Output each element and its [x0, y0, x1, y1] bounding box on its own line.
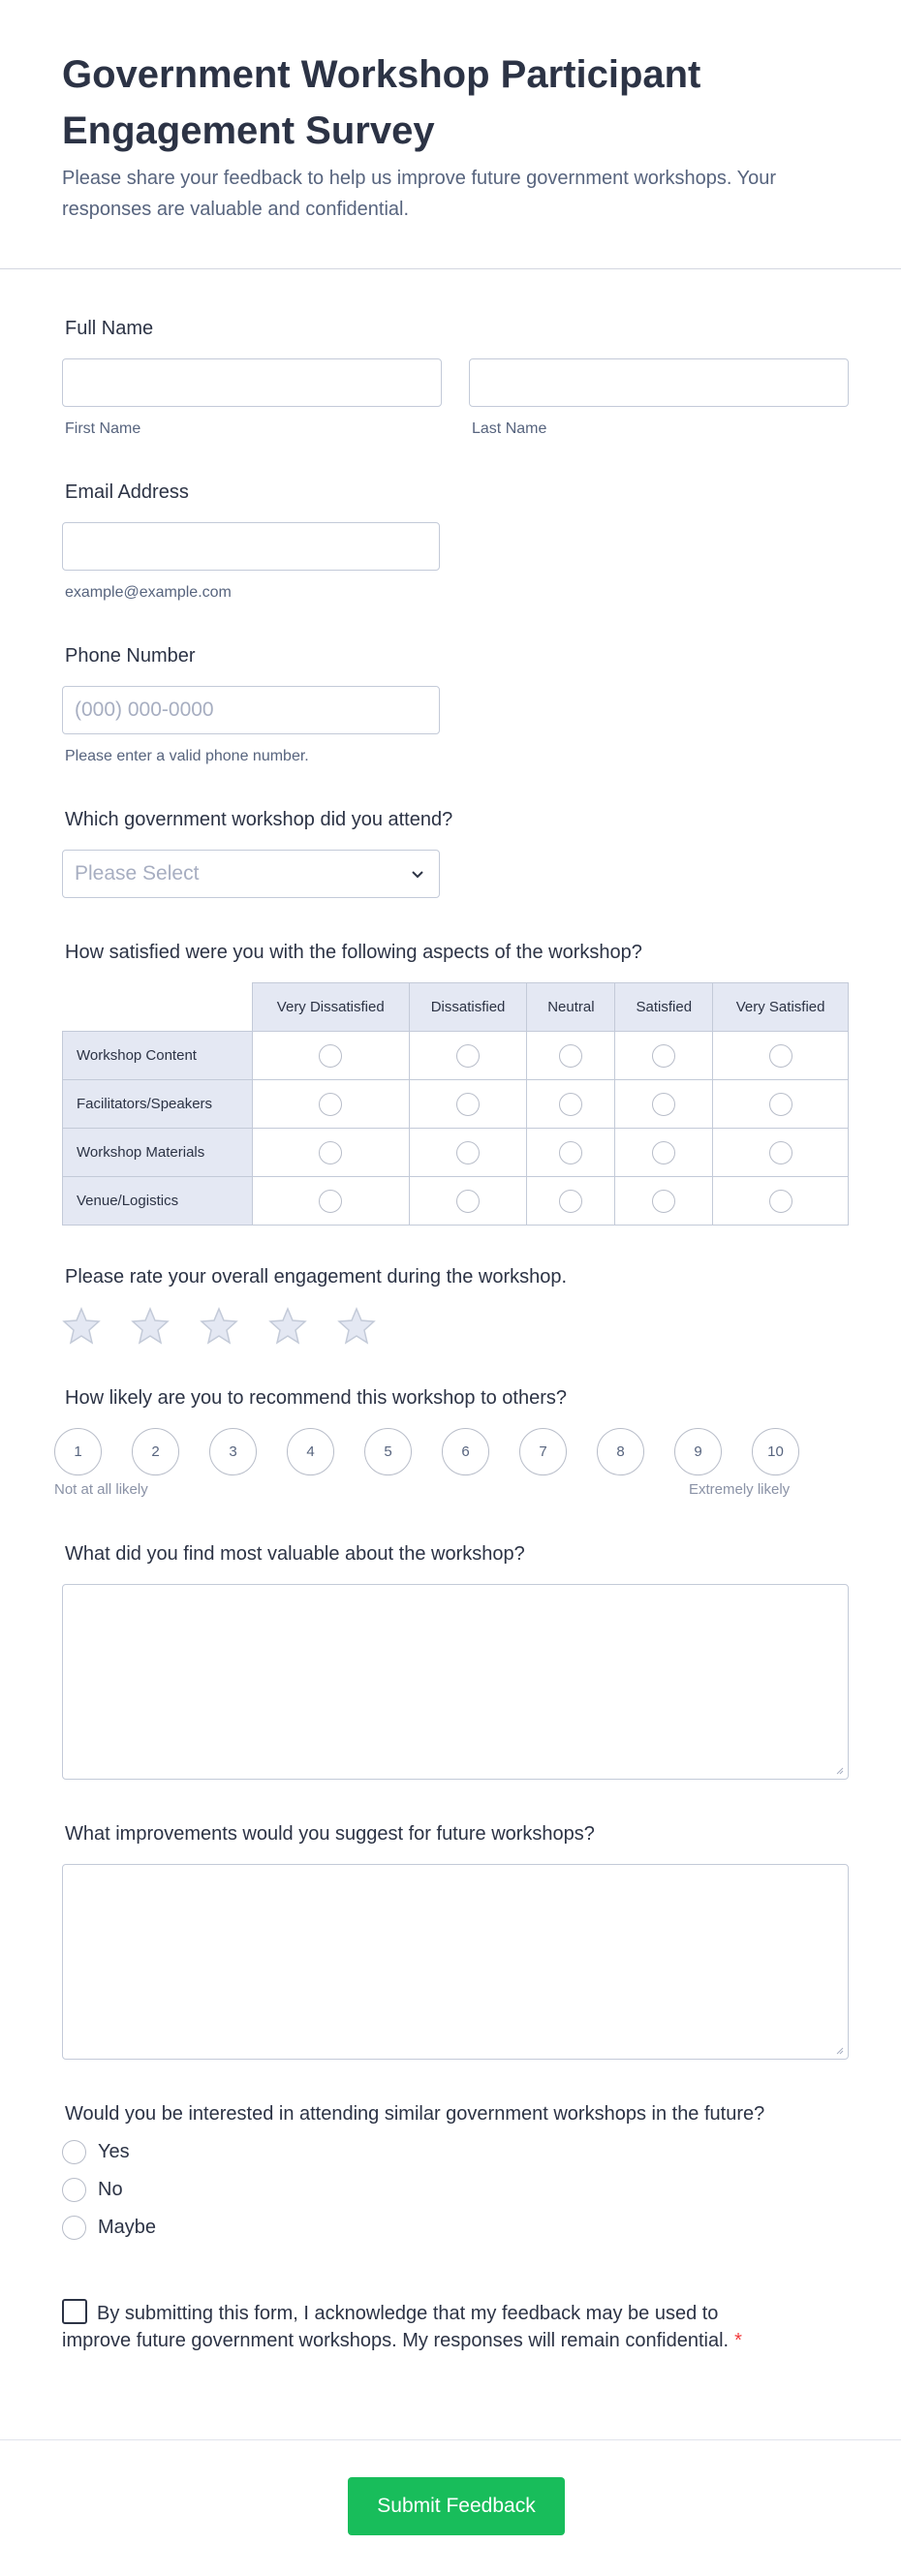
workshop-select-value: Please Select [75, 862, 200, 885]
matrix-col-header: Satisfied [615, 983, 713, 1032]
matrix-radio[interactable] [769, 1141, 792, 1164]
matrix-row-label: Workshop Content [63, 1032, 253, 1080]
matrix-radio[interactable] [456, 1044, 480, 1068]
matrix-radio[interactable] [456, 1141, 480, 1164]
scale-option[interactable]: 1 [54, 1428, 102, 1475]
phone-input[interactable] [62, 686, 440, 734]
footer-divider [0, 2439, 901, 2440]
workshop-field [62, 804, 849, 911]
submit-button[interactable]: Submit Feedback [348, 2477, 565, 2535]
matrix-col-header: Neutral [527, 983, 615, 1032]
phone-sublabel: Please enter a valid phone number. [65, 748, 309, 764]
resize-handle-icon[interactable] [834, 1765, 844, 1775]
consent-text: By submitting this form, I acknowledge that my feedback may be used to improve future government workshops. My responses will remain confidential. [62, 2303, 730, 2351]
future-field [62, 2098, 849, 2253]
matrix-radio[interactable] [652, 1044, 675, 1068]
email-input[interactable] [62, 522, 440, 571]
improvements-textarea[interactable] [62, 1864, 849, 2060]
resize-handle-icon[interactable] [834, 2045, 844, 2055]
full-name-field [62, 313, 849, 458]
radio-button[interactable] [62, 2178, 86, 2202]
full-name-label: Full Name [65, 318, 154, 339]
scale-low-label: Not at all likely [54, 1481, 148, 1498]
matrix-radio[interactable] [319, 1141, 342, 1164]
matrix-radio[interactable] [652, 1141, 675, 1164]
star-icon[interactable] [131, 1307, 170, 1346]
valuable-field [62, 1538, 849, 1790]
matrix-radio[interactable] [319, 1190, 342, 1213]
first-name-input[interactable] [62, 358, 442, 407]
workshop-label: Which government workshop did you attend? [65, 809, 453, 830]
matrix-radio[interactable] [652, 1093, 675, 1116]
scale-option[interactable]: 10 [752, 1428, 799, 1475]
consent-field [62, 2299, 849, 2386]
radio-option-no[interactable] [62, 2178, 123, 2202]
radio-button[interactable] [62, 2216, 86, 2240]
matrix-radio[interactable] [652, 1190, 675, 1213]
matrix-row [63, 1032, 849, 1080]
matrix-row-label: Venue/Logistics [63, 1177, 253, 1226]
page-subtitle: Please share your feedback to help us improve future government workshops. Your responses are valuable and confidential. [62, 168, 777, 220]
email-field [62, 477, 849, 622]
valuable-label: What did you find most valuable about the workshop? [65, 1543, 525, 1565]
matrix-radio[interactable] [456, 1093, 480, 1116]
first-name-sublabel: First Name [65, 420, 141, 437]
last-name-input[interactable] [469, 358, 849, 407]
matrix-radio[interactable] [319, 1044, 342, 1068]
matrix-row-label: Workshop Materials [63, 1129, 253, 1177]
matrix-radio[interactable] [559, 1190, 582, 1213]
scale-option[interactable]: 5 [364, 1428, 412, 1475]
satisfaction-label: How satisfied were you with the following aspects of the workshop? [65, 942, 642, 963]
matrix-col-header: Very Satisfied [713, 983, 849, 1032]
star-icon[interactable] [200, 1307, 238, 1346]
matrix-col-header: Very Dissatisfied [252, 983, 409, 1032]
satisfaction-field [62, 937, 849, 1227]
improvements-field [62, 1818, 849, 2070]
email-sublabel: example@example.com [65, 584, 232, 601]
matrix-radio[interactable] [319, 1093, 342, 1116]
scale-option[interactable]: 3 [209, 1428, 257, 1475]
scale-option[interactable]: 2 [132, 1428, 179, 1475]
page-title: Government Workshop Participant Engagement Survey [62, 53, 701, 152]
radio-option-yes[interactable] [62, 2140, 130, 2164]
form-header [0, 0, 901, 268]
consent-checkbox[interactable] [62, 2299, 87, 2324]
matrix-radio[interactable] [769, 1190, 792, 1213]
engagement-field [62, 1261, 849, 1358]
phone-field [62, 640, 849, 786]
scale-option[interactable]: 8 [597, 1428, 644, 1475]
matrix-row [63, 1080, 849, 1129]
radio-option-maybe[interactable] [62, 2216, 156, 2240]
scale-option[interactable]: 4 [287, 1428, 334, 1475]
required-mark: * [734, 2330, 742, 2351]
matrix-row [63, 1177, 849, 1226]
recommend-label: How likely are you to recommend this workshop to others? [65, 1387, 568, 1409]
scale-high-label: Extremely likely [689, 1481, 791, 1498]
valuable-textarea[interactable] [62, 1584, 849, 1780]
email-label: Email Address [65, 481, 189, 503]
radio-label: Yes [98, 2141, 130, 2162]
radio-label: Maybe [98, 2217, 157, 2238]
recommend-field [54, 1382, 849, 1508]
radio-button[interactable] [62, 2140, 86, 2164]
scale-option[interactable]: 9 [674, 1428, 722, 1475]
star-icon[interactable] [62, 1307, 101, 1346]
last-name-sublabel: Last Name [472, 420, 547, 437]
matrix-row-label: Facilitators/Speakers [63, 1080, 253, 1129]
star-rating [62, 1307, 376, 1346]
matrix-radio[interactable] [456, 1190, 480, 1213]
matrix-col-header: Dissatisfied [409, 983, 527, 1032]
matrix-radio[interactable] [769, 1093, 792, 1116]
recommend-scale [54, 1428, 799, 1475]
matrix-corner [63, 983, 253, 1032]
satisfaction-matrix [62, 982, 849, 1226]
improvements-label: What improvements would you suggest for future workshops? [65, 1823, 595, 1845]
chevron-down-icon [408, 864, 427, 884]
matrix-radio[interactable] [769, 1044, 792, 1068]
matrix-row [63, 1129, 849, 1177]
matrix-radio[interactable] [559, 1141, 582, 1164]
future-label: Would you be interested in attending similar government workshops in the future? [65, 2103, 765, 2125]
engagement-label: Please rate your overall engagement during the workshop. [65, 1266, 568, 1288]
radio-label: No [98, 2179, 123, 2200]
consent-text-block [62, 2299, 779, 2354]
header-divider [0, 268, 901, 269]
scale-option[interactable]: 7 [519, 1428, 567, 1475]
phone-label: Phone Number [65, 645, 196, 667]
workshop-select[interactable] [62, 850, 440, 898]
star-icon[interactable] [337, 1307, 376, 1346]
matrix-radio[interactable] [559, 1093, 582, 1116]
star-icon[interactable] [268, 1307, 307, 1346]
scale-option[interactable]: 6 [442, 1428, 489, 1475]
matrix-radio[interactable] [559, 1044, 582, 1068]
